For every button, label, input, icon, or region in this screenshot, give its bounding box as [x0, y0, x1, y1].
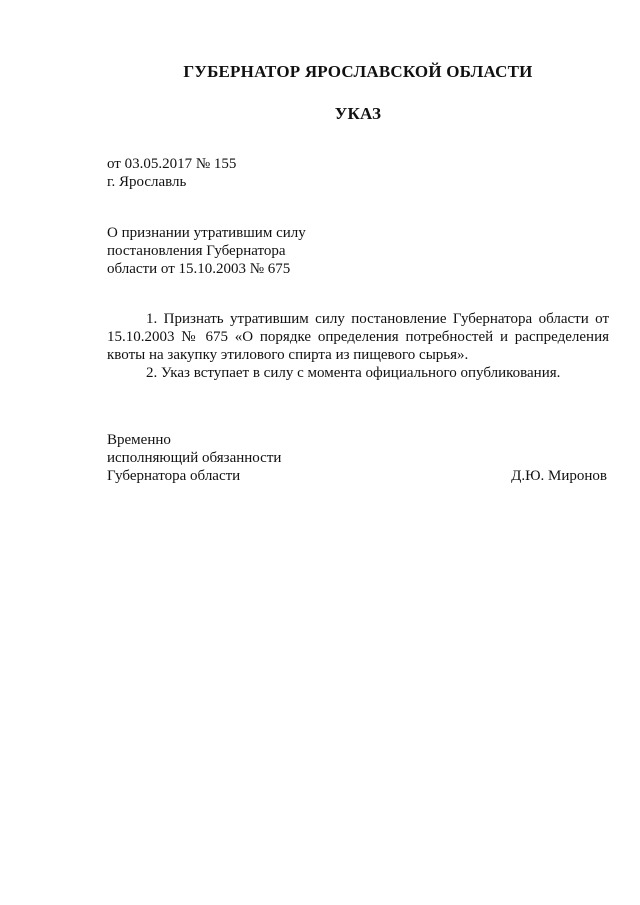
signer-name: Д.Ю. Миронов	[511, 468, 607, 484]
document-type-title: УКАЗ	[334, 104, 382, 123]
document-city: г. Ярославль	[107, 174, 187, 190]
decree-item-1: 1. Признать утратившим силу постановление Губернатора области от 15.10.2003 № 675 «О порядке определения потребностей и распределения квоты на закупку этилового спирта из пищевого сырья».	[107, 311, 609, 363]
signer-position-line-1: Временно	[107, 432, 171, 448]
signer-position-line-2: исполняющий обязанности	[107, 450, 282, 466]
decree-item-2: 2. Указ вступает в силу с момента официального опубликования.	[146, 365, 561, 381]
subject-line-1: О признании утратившим силу	[107, 225, 306, 241]
signer-position-line-3: Губернатора области	[107, 468, 241, 484]
subject-line-3: области от 15.10.2003 № 675	[107, 261, 291, 277]
decree-body	[107, 310, 609, 382]
subject-line-2: постановления Губернатора	[107, 243, 286, 259]
document-date-number: от 03.05.2017 № 155	[107, 156, 237, 172]
document-authority-title: ГУБЕРНАТОР ЯРОСЛАВСКОЙ ОБЛАСТИ	[183, 62, 533, 81]
